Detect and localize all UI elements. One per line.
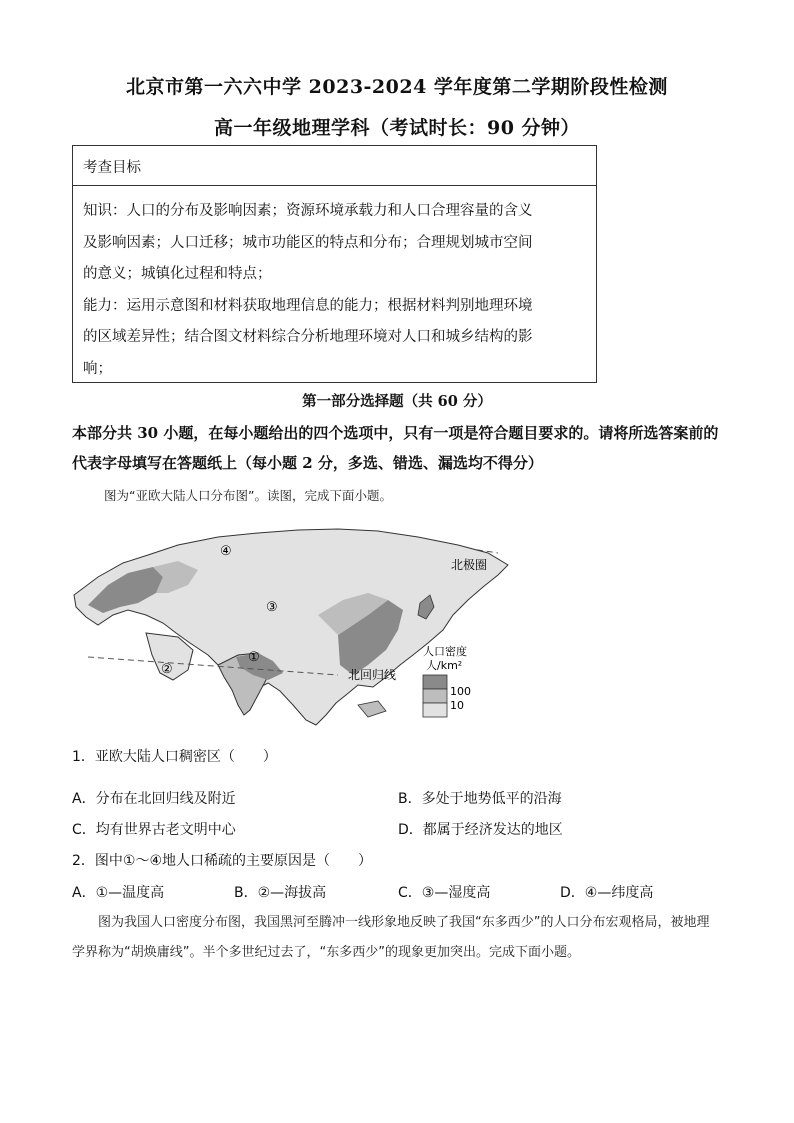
section-title: 第一部分选择题（共 60 分） xyxy=(302,393,492,410)
southeast-asia-islands xyxy=(358,701,386,717)
q2-option-b[interactable]: B．②—海拔高 xyxy=(234,885,327,901)
label-arctic-circle: 北极圈 xyxy=(451,558,488,572)
marker-2: ② xyxy=(161,662,173,677)
label-tropic-of-cancer: 北回归线 xyxy=(348,668,397,682)
q2-stem: 2．图中①～④地人口稀疏的主要原因是（ ） xyxy=(72,853,373,869)
exam-subtitle: 高一年级地理学科（考试时长：90 分钟） xyxy=(213,117,581,139)
q2-option-d[interactable]: D．④—纬度高 xyxy=(560,885,654,901)
q1-option-b[interactable]: B．多处于地势低平的沿海 xyxy=(398,791,562,807)
q2-option-a[interactable]: A．①—温度高 xyxy=(72,885,165,901)
figure2-intro: 图为我国人口密度分布图，我国黑河至腾冲一线形象地反映了我国“东多西少”的人口分布宏观格局，被地理学界称为“胡焕庸线”。半个多世纪过去了，“东多西少”的现象更加突出。完成下面小题。 xyxy=(72,915,710,960)
goals-line: 及影响因素；人口迁移；城市功能区的特点和分布；合理规划城市空间 xyxy=(83,234,533,251)
q1-option-c[interactable]: C．均有世界古老文明中心 xyxy=(72,822,236,838)
figure1-intro: 图为“亚欧大陆人口分布图”。读图，完成下面小题。 xyxy=(104,488,392,503)
section-instructions: 本部分共 30 小题，在每小题给出的四个选项中，只有一项是符合题目要求的。请将所选答案前的代表字母填写在答题纸上（每小题 2 分，多选、错选、漏选均不得分） xyxy=(72,424,719,472)
goals-line: 知识：人口的分布及影响因素；资源环境承载力和人口合理容量的含义 xyxy=(83,203,533,219)
legend-swatch-medium xyxy=(423,689,447,703)
legend-swatch-dense xyxy=(423,675,447,689)
legend-value-10: 10 xyxy=(450,699,464,712)
goals-line: 的意义；城镇化过程和特点； xyxy=(83,266,272,282)
goals-line: 响； xyxy=(83,360,112,377)
marker-1: ① xyxy=(248,650,260,665)
marker-4: ④ xyxy=(220,544,232,559)
exam-title: 北京市第一六六中学 2023-2024 学年度第二学期阶段性检测 xyxy=(126,76,668,98)
legend-swatch-sparse xyxy=(423,703,447,717)
eurasia-population-map xyxy=(68,515,548,740)
q1-stem: 1．亚欧大陆人口稠密区（ ） xyxy=(72,749,277,765)
q1-option-d[interactable]: D．都属于经济发达的地区 xyxy=(398,822,563,838)
goals-table xyxy=(72,145,597,383)
q1-option-a[interactable]: A．分布在北回归线及附近 xyxy=(72,791,236,807)
goals-line: 的区域差异性；结合图文材料综合分析地理环境对人口和城乡结构的影 xyxy=(83,329,533,345)
legend-title: 人口密度 xyxy=(423,645,467,658)
marker-3: ③ xyxy=(266,600,278,615)
legend-value-100: 100 xyxy=(450,685,471,698)
goals-line: 能力：运用示意图和材料获取地理信息的能力；根据材料判别地理环境 xyxy=(83,297,533,314)
q2-option-c[interactable]: C．③—湿度高 xyxy=(398,885,491,901)
legend-unit: 人/km² xyxy=(426,659,463,672)
goals-body xyxy=(73,186,596,385)
goals-heading: 考查目标 xyxy=(73,146,596,186)
